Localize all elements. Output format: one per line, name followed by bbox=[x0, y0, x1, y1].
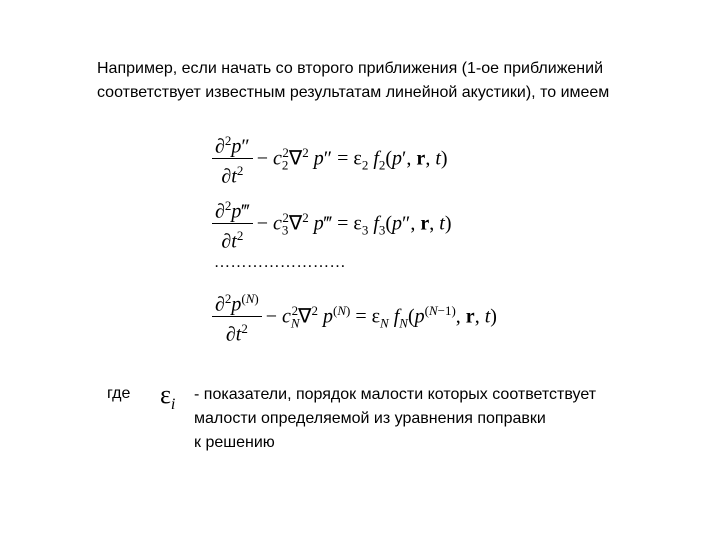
epsilon-base: ε bbox=[160, 380, 171, 409]
equation-third-order: $\frac{\partial^2p‴}{\partial t^2}$ − $c_3^2\nabla^2$ p‴ = $\varepsilon_3$ $f_3(p''$, r, t) bbox=[212, 195, 452, 253]
equation-second-order: $\frac{\partial^2p''}{\partial t^2}$ − $c_2^2\nabla^2$ $p'' = \varepsilon_2$ $f_2(p'$, r, t) bbox=[212, 130, 448, 188]
intro-line-1: Например, если начать со второго приближения (1-ое приближений bbox=[97, 60, 604, 77]
ellipsis-separator: …………………… bbox=[214, 254, 346, 271]
explanation-text bbox=[194, 383, 664, 455]
explanation-line-1: - показатели, порядок малости которых соответствует bbox=[194, 386, 597, 403]
intro-text bbox=[97, 57, 697, 105]
explanation-line-2: малости определяемой из уравнения поправки bbox=[194, 410, 546, 427]
explanation-line-3: к решению bbox=[194, 434, 275, 451]
epsilon-index: i bbox=[170, 396, 176, 414]
where-label: где bbox=[107, 385, 131, 402]
intro-line-2: соответствует известным результатам линейной акустики), то имеем bbox=[97, 84, 610, 101]
epsilon-symbol bbox=[160, 380, 175, 414]
equation-nth-order: $\frac{\partial^2p^{(N)}}{\partial t^2}$ − $c_N^2\nabla^2$ $p^{(N)} = \varepsilon_N$ $f_N(p^{(N-1)}$, r, t) bbox=[212, 288, 497, 346]
